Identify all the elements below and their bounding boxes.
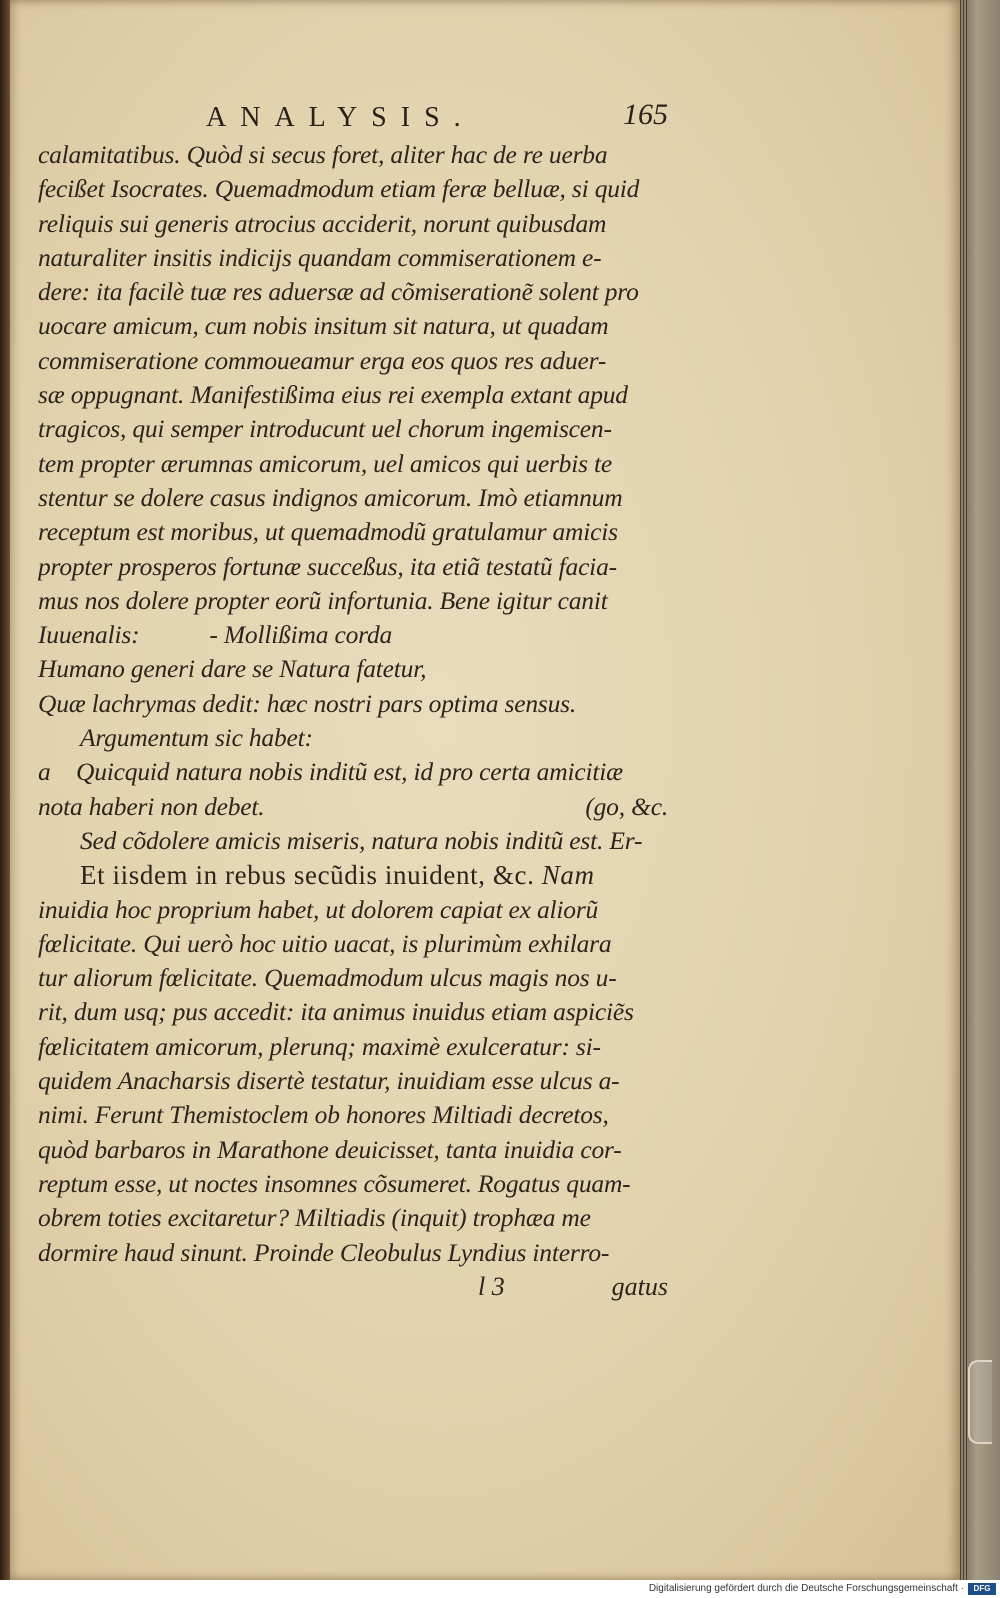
- argument-intro: Argumentum sic habet:: [80, 723, 313, 753]
- credit-text: Digitalisierung gefördert durch die Deutsche Forschungsgemeinschaft: [648, 1583, 958, 1594]
- text-line: receptum est moribus, ut quemadmodũ gratulamur amicis: [38, 517, 618, 547]
- book-page: [10, 0, 960, 1580]
- text-line: fecißet Isocrates. Quemadmodum etiam feræ belluæ, si quid: [38, 174, 640, 204]
- text-line: dormire haud sinunt. Proinde Cleobulus Lyndius interro-: [38, 1237, 610, 1267]
- page-footer-marks: [38, 1270, 668, 1310]
- text-line: reliquis sui generis atrocius acciderit, norunt quibusdam: [38, 208, 607, 238]
- text-line: stentur se dolere casus indignos amicorum. Imò etiamnum: [38, 482, 623, 512]
- text-line: nimi. Ferunt Themistoclem ob honores Miltiadi decretos,: [38, 1100, 609, 1130]
- text-line: mus nos dolere propter eorũ infortunia. Bene igitur canit: [38, 585, 608, 615]
- verse-attribution: Iuuenalis:: [38, 620, 140, 650]
- text-line: dere: ita facilè tuæ res aduersæ ad cõmiseratione͂ solent pro: [38, 277, 639, 307]
- lemma-italic: Nam: [534, 860, 595, 891]
- argument-minor: Sed cõdolere amicis miseris, natura nobis inditũ est. Er-: [80, 825, 643, 855]
- lemma-text: Et iisdem in rebus secũdis inuident, &c.: [80, 860, 535, 891]
- verse-line: Quæ lachrymas dedit: hæc nostri pars optima sensus.: [38, 688, 577, 718]
- page-header: [38, 98, 668, 138]
- left-page-edge: [0, 0, 10, 1580]
- text-line: tem propter ærumnas amicorum, uel amicos qui uerbis te: [38, 448, 613, 478]
- page-number: 165: [623, 98, 668, 131]
- argument-major: [38, 755, 668, 789]
- digitization-credit: Digitalisierung gefördert durch die Deutsche Forschungsgemeinschaft ·: [648, 1583, 964, 1594]
- running-head: ANALYSIS.: [206, 102, 475, 133]
- verse-text: - Mollißima corda: [209, 620, 393, 650]
- text-line: tragicos, qui semper introducunt uel chorum ingemiscen-: [38, 414, 612, 444]
- text-line: fœlicitate. Qui uerò hoc uitio uacat, is plurimùm exhilara: [38, 928, 612, 958]
- signature-mark: l 3: [478, 1271, 505, 1301]
- argument-major-cont-text: nota haberi non debet.: [38, 791, 265, 821]
- bookmark-ribbon: [968, 1360, 992, 1444]
- text-line: commiseratione commoueamur erga eos quos res aduer-: [38, 345, 607, 375]
- verse-line: Humano generi dare se Natura fatetur,: [38, 654, 427, 684]
- argument-section: [38, 721, 668, 858]
- text-line: sæ oppugnant. Manifestißima eius rei exempla extant apud: [38, 380, 628, 410]
- text-line: reptum esse, ut noctes insomnes cõsumeret. Rogatus quam-: [38, 1168, 631, 1198]
- argument-major-text: Quicquid natura nobis inditũ est, id pro certa amicitiæ: [76, 757, 623, 787]
- text-line: rit, dum usq; pus accedit: ita animus inuidus etiam aspicie͂s: [38, 997, 634, 1027]
- catchword: gatus: [611, 1271, 668, 1301]
- main-paragraph: [38, 138, 668, 618]
- text-line: propter prosperos fortunæ succeßus, ita etiã testatũ facia-: [38, 551, 617, 581]
- margin-marker: a: [38, 757, 51, 787]
- text-block: [38, 98, 668, 1343]
- text-line: naturaliter insitis indicijs quandam commiserationem e-: [38, 242, 602, 272]
- digitization-credit-bar: [0, 1580, 1000, 1598]
- dfg-logo: DFG: [968, 1583, 996, 1595]
- text-line: tur aliorum fœlicitate. Quemadmodum ulcus magis nos u-: [38, 963, 617, 993]
- verse-quotation: [38, 618, 668, 721]
- ergo-turnover: (go, &c.: [585, 791, 668, 821]
- argument-major-cont: [38, 790, 668, 824]
- text-line: quidem Anacharsis disertè testatur, inuidiam esse ulcus a-: [38, 1066, 620, 1096]
- lemma-line: [38, 858, 668, 892]
- text-line: fœlicitatem amicorum, plerunq; maximè exulceratur: si-: [38, 1031, 601, 1061]
- text-line: calamitatibus. Quòd si secus foret, aliter hac de re uerba: [38, 140, 608, 169]
- verse-line: [38, 618, 668, 652]
- page-stack-edge: [960, 0, 968, 1580]
- text-line: inuidia hoc proprium habet, ut dolorem capiat ex aliorũ: [38, 894, 599, 924]
- text-line: quòd barbaros in Marathone deuicisset, tanta inuidia cor-: [38, 1134, 622, 1164]
- text-line: obrem toties excitaretur? Miltiadis (inquit) trophæa me: [38, 1203, 591, 1233]
- second-paragraph: [38, 893, 668, 1270]
- text-line: uocare amicum, cum nobis insitum sit natura, ut quadam: [38, 311, 609, 341]
